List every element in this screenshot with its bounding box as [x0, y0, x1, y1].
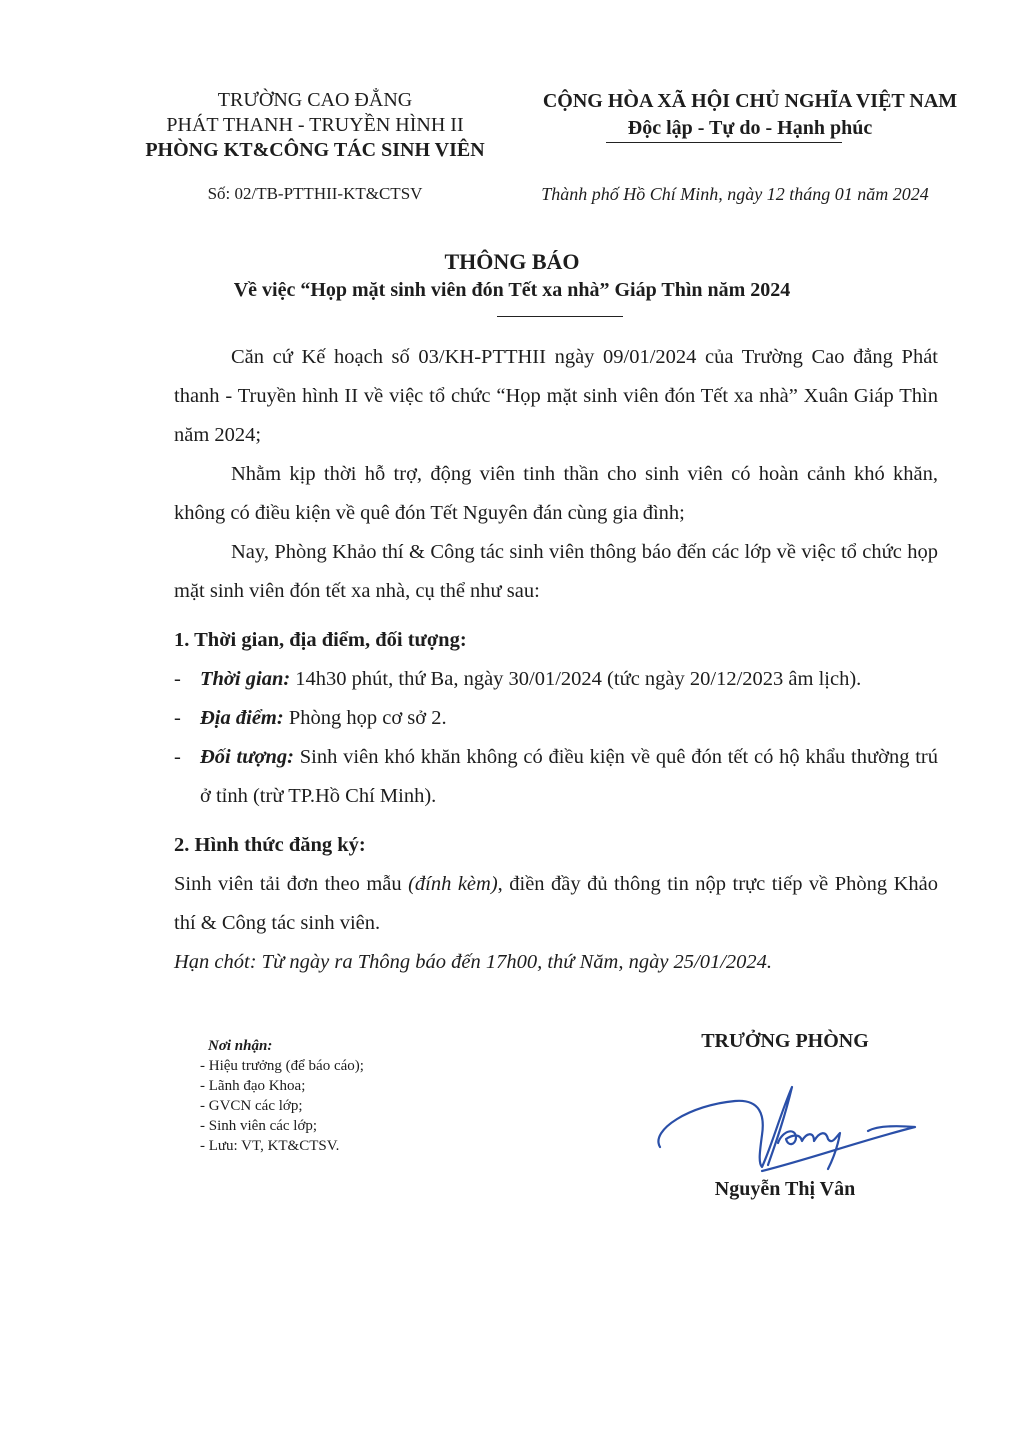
bullet-text: 14h30 phút, thứ Ba, ngày 30/01/2024 (tức ngày 20/12/2023 âm lịch).: [290, 668, 862, 690]
paragraph-purpose: Nhằm kịp thời hỗ trợ, động viên tinh thần cho sinh viên có hoàn cảnh khó khăn, không có điều kiện về quê đón Tết Nguyên đán cùng gia đình;: [174, 463, 938, 524]
motto-underline: [606, 142, 842, 143]
handwritten-signature: [650, 1075, 940, 1175]
bullet-text: Sinh viên khó khăn không có điều kiện về quê đón tết có hộ khẩu thường trú ở tỉnh (trừ TP.Hồ Chí Minh).: [200, 746, 938, 807]
recipient-item: - GVCN các lớp;: [200, 1098, 303, 1114]
bullet-audience: [174, 738, 938, 816]
bullet-dash: -: [174, 707, 181, 729]
document-title: [0, 248, 1024, 304]
recipients-title: Nơi nhận:: [208, 1038, 273, 1054]
bullet-location: [174, 699, 938, 738]
bullet-text: Phòng họp cơ sở 2.: [283, 707, 447, 729]
section-2-title: 2. Hình thức đăng ký:: [174, 834, 366, 856]
issuing-organization: [100, 88, 530, 163]
registration-text-after: , điền đầy đủ thông tin nộp trực tiếp về Phòng Khảo thí & Công tác sinh viên.: [174, 873, 939, 934]
signer-title: TRƯỞNG PHÒNG: [701, 1030, 869, 1052]
recipients-block: [200, 1036, 520, 1156]
paragraph-announcement: Nay, Phòng Khảo thí & Công tác sinh viên thông báo đến các lớp về việc tổ chức họp mặt sinh viên đón tết xa nhà, cụ thể như sau:: [174, 541, 938, 602]
reference-number: Số: 02/TB-PTTHII-KT&CTSV: [207, 184, 423, 203]
national-heading: [520, 88, 980, 142]
date-place-line: Thành phố Hồ Chí Minh, ngày 12 tháng 01 năm 2024: [541, 184, 929, 204]
title-main: THÔNG BÁO: [444, 249, 580, 274]
document-body: [174, 338, 938, 982]
recipient-item: - Hiệu trưởng (để báo cáo);: [200, 1058, 364, 1074]
recipient-item: - Lãnh đạo Khoa;: [200, 1078, 306, 1094]
registration-paragraph: [174, 865, 938, 943]
recipient-item: - Sinh viên các lớp;: [200, 1118, 318, 1134]
bullet-dash: -: [174, 668, 181, 690]
bullet-label: Đối tượng:: [200, 746, 294, 768]
bullet-label: Địa điểm:: [200, 707, 284, 729]
section-1-title: 1. Thời gian, địa điểm, đối tượng:: [174, 629, 467, 651]
org-line-3: PHÒNG KT&CÔNG TÁC SINH VIÊN: [145, 139, 485, 161]
nation-motto: Độc lập - Tự do - Hạnh phúc: [627, 117, 873, 139]
org-line-1: TRƯỜNG CAO ĐẲNG: [217, 89, 413, 111]
org-line-2: PHÁT THANH - TRUYỀN HÌNH II: [166, 114, 464, 136]
bullet-label: Thời gian:: [200, 668, 291, 690]
deadline-line: Hạn chót: Từ ngày ra Thông báo đến 17h00, thứ Năm, ngày 25/01/2024.: [174, 951, 773, 973]
registration-attachment-note: (đính kèm): [408, 873, 498, 895]
nation-line-1: CỘNG HÒA XÃ HỘI CHỦ NGHĨA VIỆT NAM: [542, 90, 958, 112]
title-subject: Về việc “Họp mặt sinh viên đón Tết xa nhà” Giáp Thìn năm 2024: [233, 279, 791, 301]
signer-name: Nguyễn Thị Vân: [714, 1178, 856, 1200]
registration-text-before: Sinh viên tải đơn theo mẫu: [174, 873, 409, 895]
bullet-time: [174, 660, 938, 699]
recipient-item: - Lưu: VT, KT&CTSV.: [200, 1138, 340, 1154]
bullet-dash: -: [174, 746, 181, 768]
paragraph-basis: Căn cứ Kế hoạch số 03/KH-PTTHII ngày 09/01/2024 của Trường Cao đẳng Phát thanh - Truyền hình II về việc tổ chức “Họp mặt sinh viên đón Tết xa nhà” Xuân Giáp Thìn năm 2024;: [174, 346, 938, 446]
signature-strokes: [658, 1087, 915, 1171]
title-underline: [497, 316, 623, 317]
